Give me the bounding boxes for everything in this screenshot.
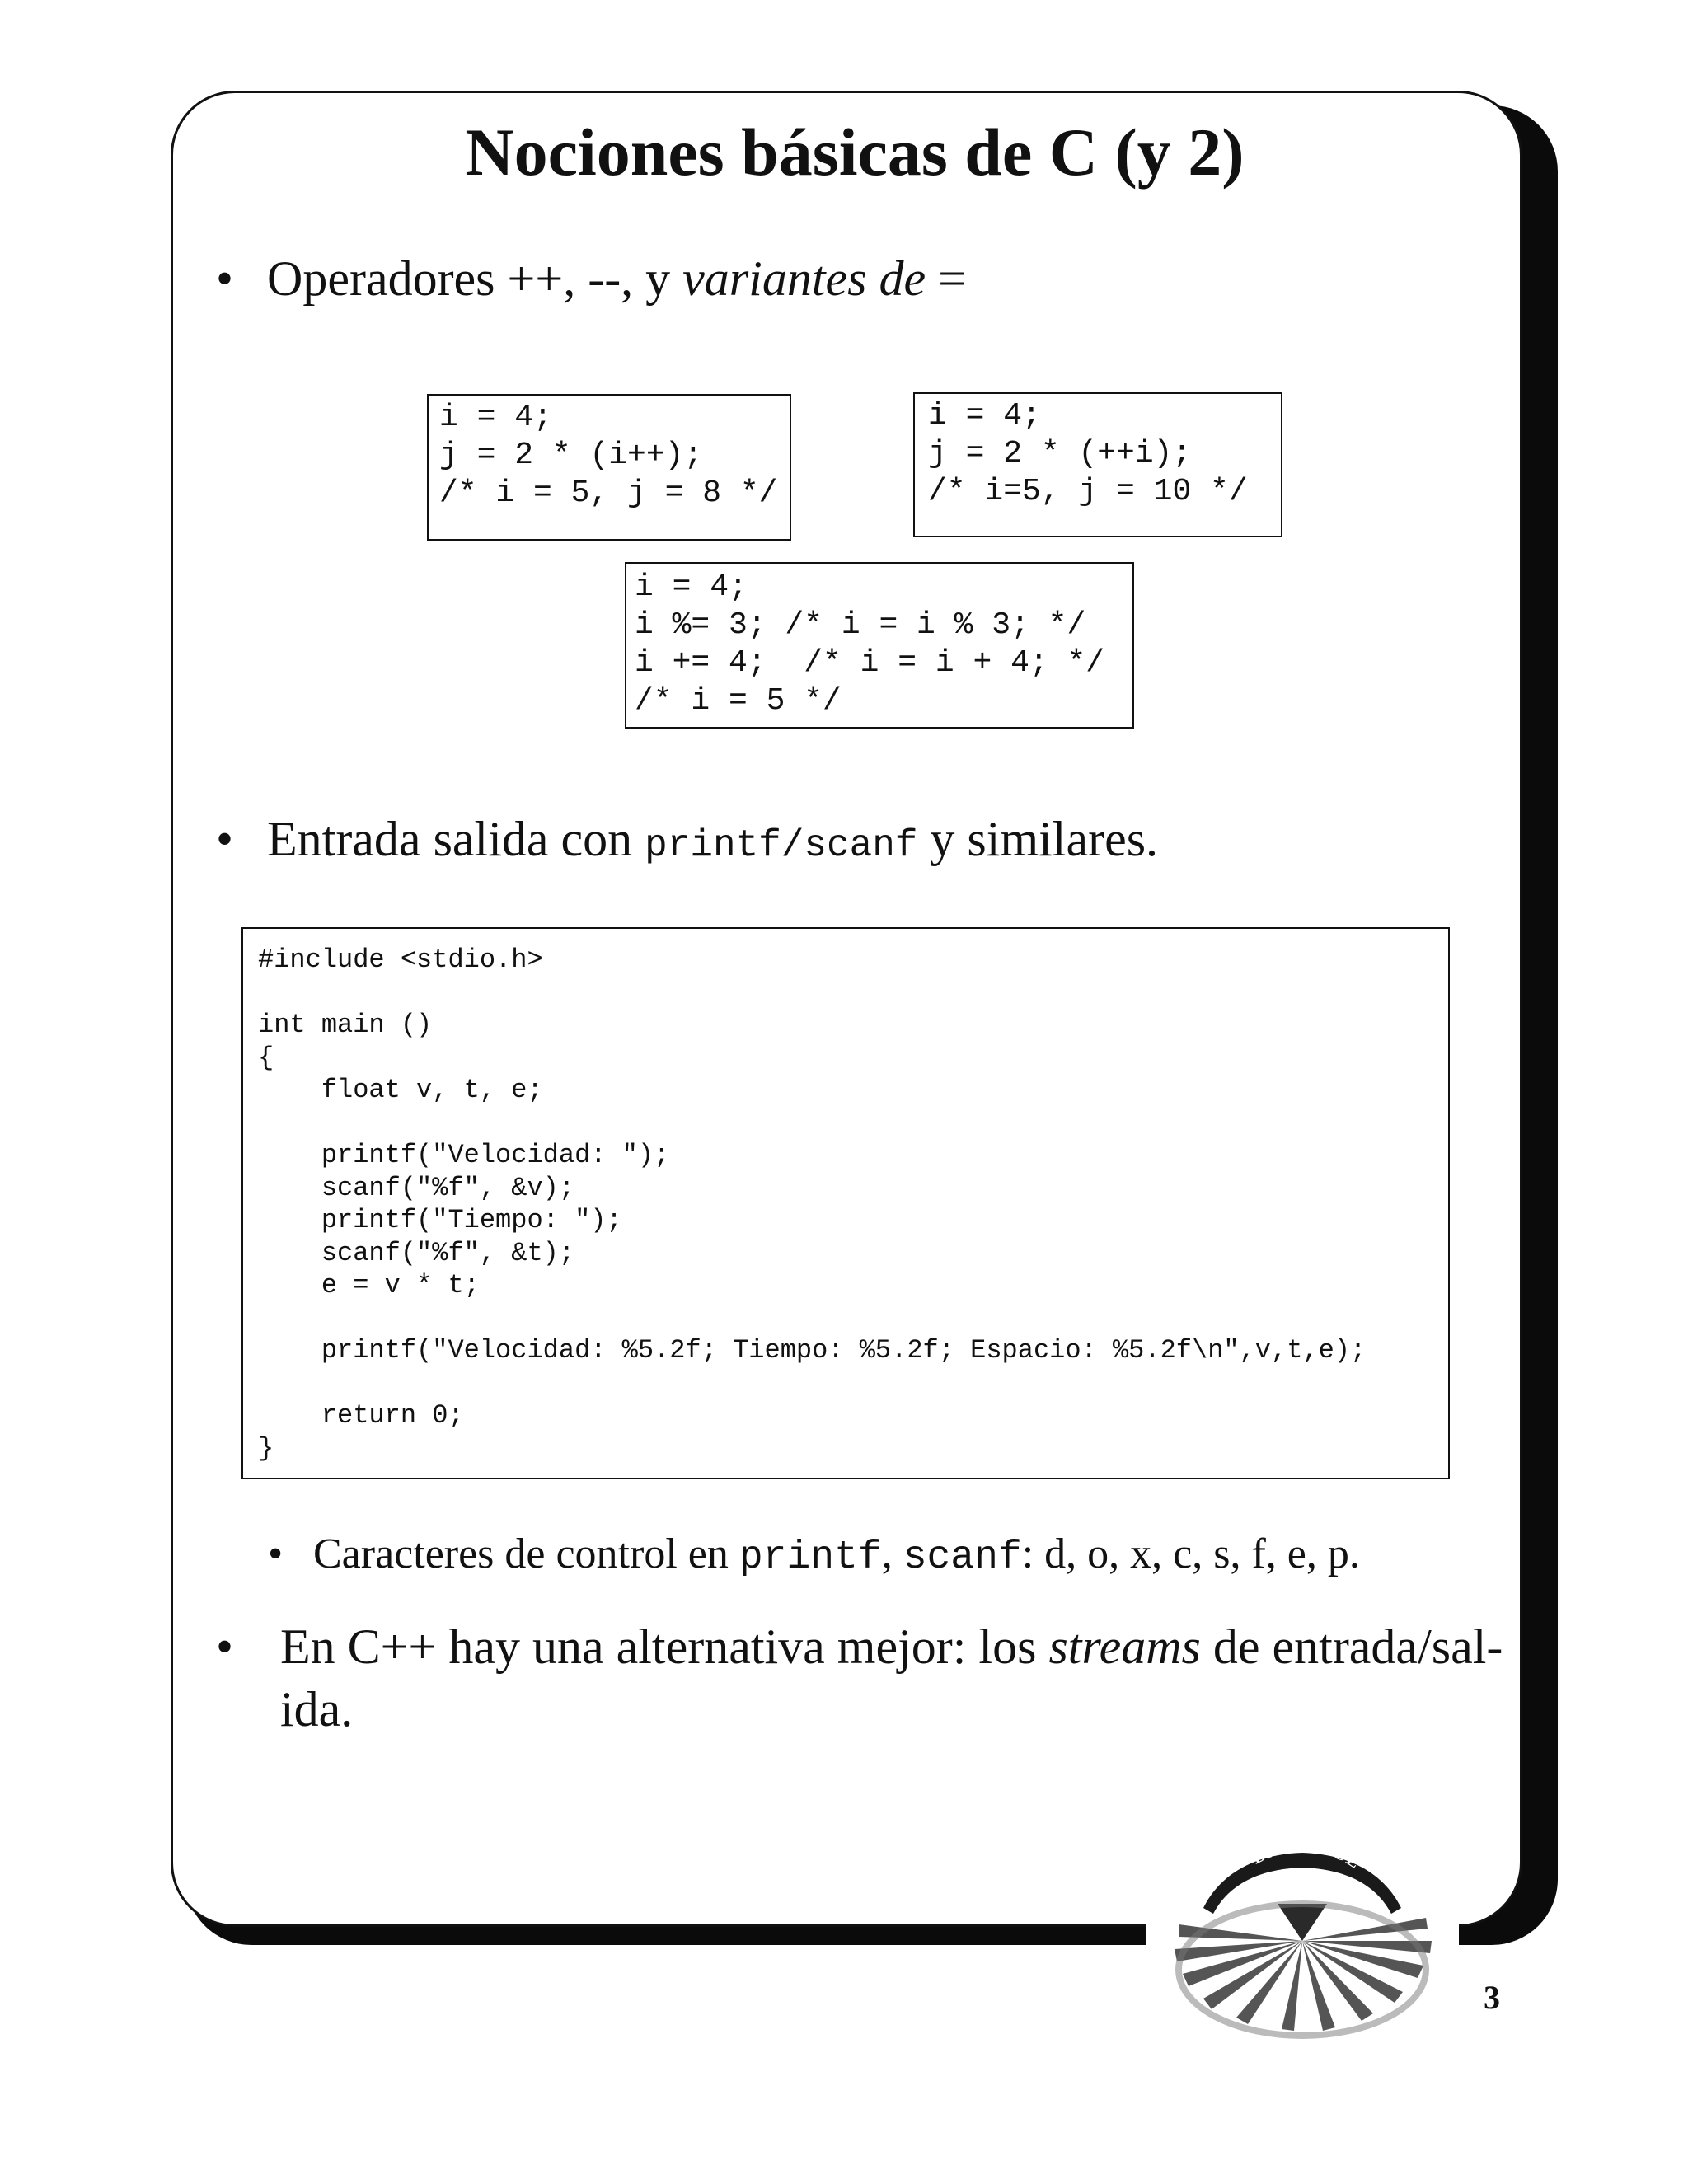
bullet-text-part: = (926, 251, 966, 306)
inline-code: scanf (903, 1535, 1022, 1580)
university-seal-icon (1146, 1805, 1459, 2052)
bullet-text-part: y similares. (917, 812, 1159, 866)
bullet-marker: • (216, 251, 234, 306)
bullet-text (280, 1617, 1503, 1676)
page-number: 3 (1484, 1979, 1500, 2016)
code-box-compound-assignment (625, 562, 1134, 729)
bullet-text-part: : d, o, x, c, s, f, e, p. (1021, 1530, 1360, 1577)
inline-code: printf (738, 1535, 882, 1580)
bullet-text (267, 809, 1158, 875)
code-box-post-increment (427, 394, 791, 541)
code-box-pre-increment (913, 392, 1282, 537)
bullet-text-part: , (881, 1530, 903, 1577)
code-snippet: i = 4; i %= 3; /* i = i % 3; */ i += 4; /* i = i + 4; */ /* i = 5 */ (635, 569, 1105, 719)
page-title: Nociones básicas de C (y 2) (465, 115, 1245, 190)
inline-code: printf/scanf (645, 824, 918, 867)
bullet-marker: • (216, 812, 234, 866)
bullet-marker: • (268, 1530, 284, 1577)
bullet-text (313, 1528, 1360, 1584)
bullet-italic-text: variantes de (682, 251, 926, 306)
svg-text:BAC LUCE: BAC LUCE (1248, 1835, 1366, 1873)
bullet-text-part: En C++ hay una alternativa mejor: los (280, 1619, 1049, 1674)
code-snippet: i = 4; j = 2 * (i++); /* i = 5, j = 8 */ (439, 400, 778, 511)
bullet-text (267, 249, 966, 308)
bullet-text-continuation: ida. (280, 1682, 354, 1736)
code-box-main-program (241, 927, 1450, 1479)
bullet-text-part: de entrada/sal- (1200, 1619, 1503, 1674)
bullet-italic-text: streams (1048, 1619, 1201, 1674)
bullet-text-part: Caracteres de control en (313, 1530, 739, 1577)
bullet-text-part: Entrada salida con (267, 812, 645, 866)
code-listing: #include <stdio.h> int main () { float v, t, e; printf("Velocidad: "); scanf("%f", &v); printf("Tiempo: "); scanf("%f", &t); e = v * t; printf("Velocidad: %5.2f; Tiempo: %5.2f; Espacio: %5.2f\n",v,t,e); return 0; } (258, 944, 1367, 1464)
bullet-marker: • (216, 1619, 234, 1674)
bullet-text-part: Operadores ++, --, y (267, 251, 683, 306)
code-snippet: i = 4; j = 2 * (++i); /* i=5, j = 10 */ (928, 398, 1248, 509)
